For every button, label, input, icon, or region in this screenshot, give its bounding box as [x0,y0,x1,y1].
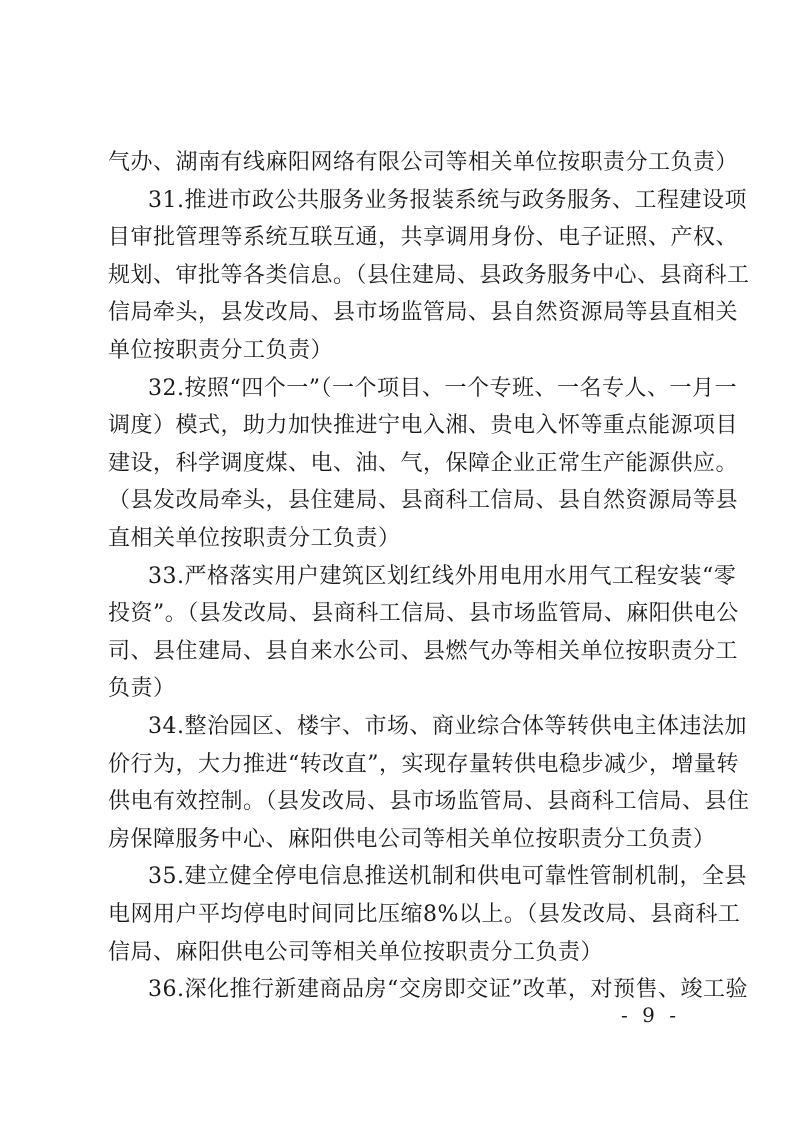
text-line: 直相关单位按职责分工负责） [108,526,401,551]
text-line: 调度）模式，助力加快推进宁电入湘、贵电入怀等重点能源项目 [108,413,739,439]
text-line: 投资”。（县发改局、县商科工信局、县市场监管局、麻阳供电公 [108,601,739,627]
text-line: 房保障服务中心、麻阳供电公司等相关单位按职责分工负责） [108,826,716,852]
text-line: 建设，科学调度煤、电、油、气，保障企业正常生产能源供应。 [108,450,739,476]
item-35-line: 35.建立健全停电信息推送机制和供电可靠性管制机制，全县 [148,864,747,890]
text-line: 负责） [108,676,176,702]
text-line: 目审批管理等系统互联互通，共享调用身份、电子证照、产权、 [108,225,739,251]
text-line: 电网用户平均停电时间同比压缩8%以上。（县发改局、县商科工 [108,902,741,927]
text-line: 单位按职责分工负责） [108,338,334,363]
item-33-line: 33.严格落实用户建筑区划红线外用电用水用气工程安装“零 [148,563,737,589]
page-number: - 9 - [621,1003,680,1027]
text-line: 信局、麻阳供电公司等相关单位按职责分工负责） [108,939,604,965]
item-31-line: 31.推进市政公共服务业务报装系统与政务服务、工程建设项 [148,187,747,213]
text-line: （县发改局牵头，县住建局、县商科工信局、县自然资源局等县 [108,488,739,514]
item-36-line: 36.深化推行新建商品房“交房即交证”改革，对预售、竣工验 [148,977,748,1003]
item-32-line: 32.按照“四个一”（一个项目、一个专班、一名专人、一月一 [148,375,737,401]
text-line: 信局牵头，县发改局、县市场监管局、县自然资源局等县直相关 [108,300,739,326]
item-34-line: 34.整治园区、楼宇、市场、商业综合体等转供电主体违法加 [148,714,747,739]
text-line: 气办、湖南有线麻阳网络有限公司等相关单位按职责分工负责） [108,150,739,175]
text-line: 规划、审批等各类信息。（县住建局、县政务服务中心、县商科工 [108,262,750,288]
text-line: 价行为，大力推进“转改直”，实现存量转供电稳步减少，增量转 [108,751,739,777]
text-line: 司、县住建局、县自来水公司、县燃气办等相关单位按职责分工 [108,638,739,664]
text-line: 供电有效控制。（县发改局、县市场监管局、县商科工信局、县住 [108,789,750,815]
